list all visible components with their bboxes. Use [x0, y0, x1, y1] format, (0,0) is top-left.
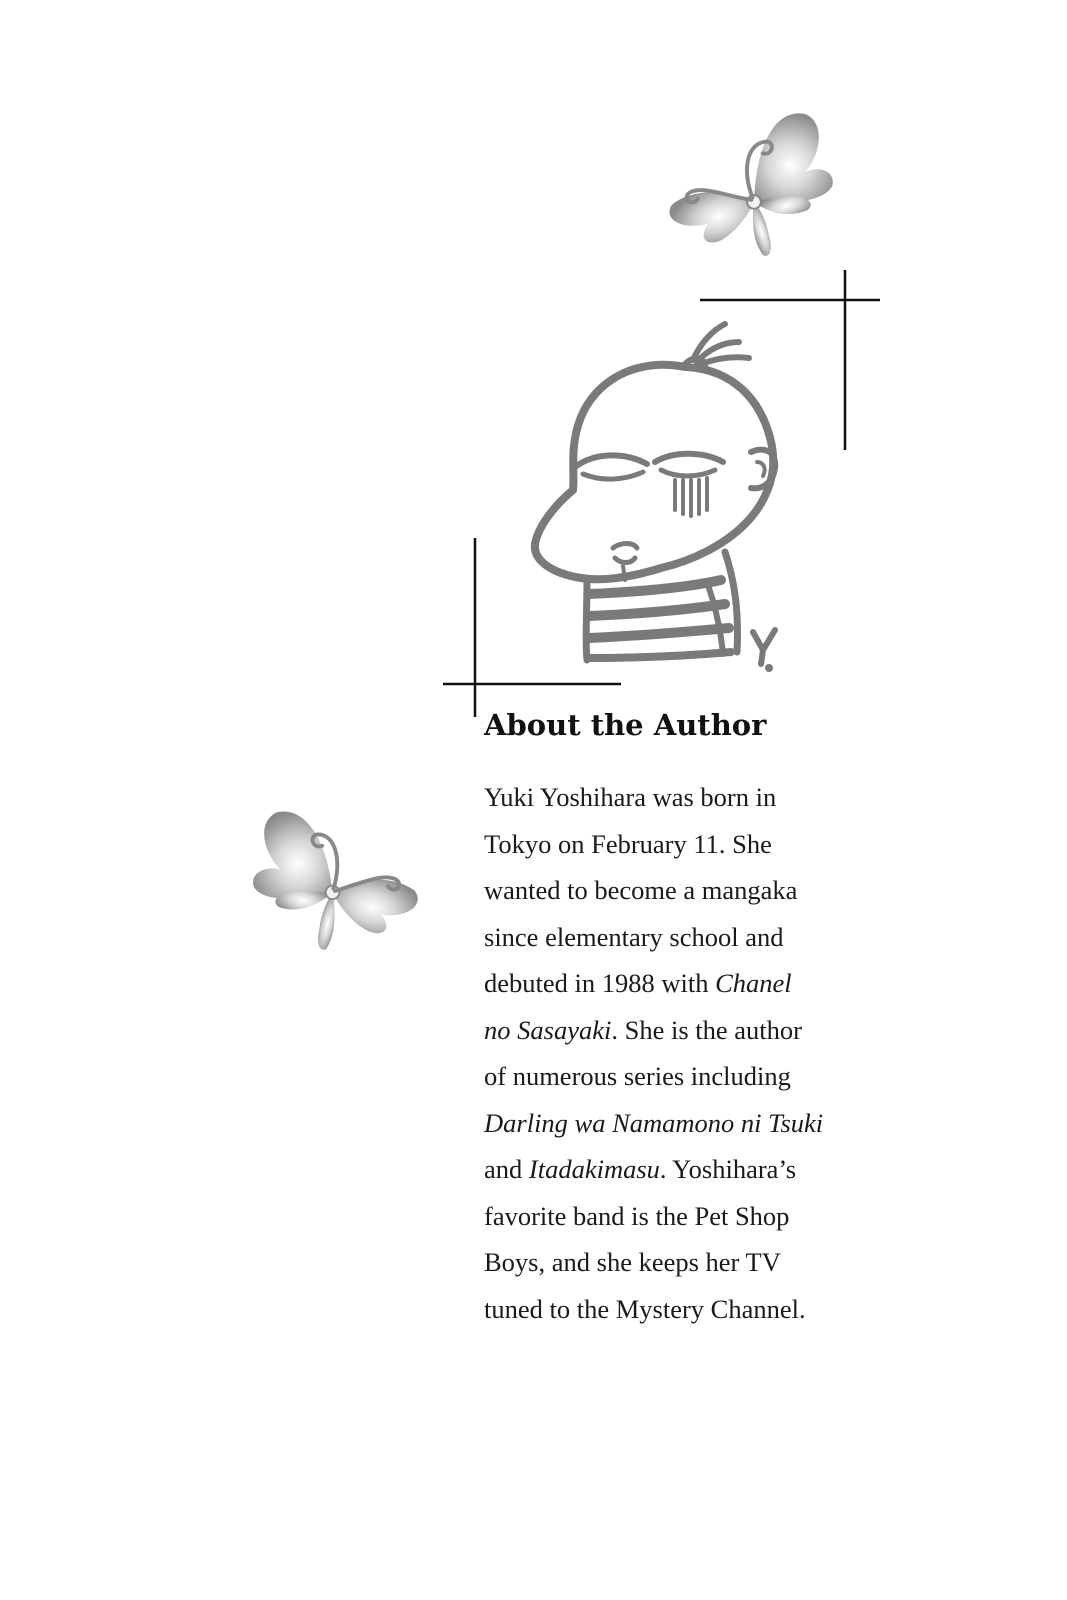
- butterfly-icon: [235, 805, 430, 970]
- bio-line: of numerous series including: [484, 1061, 791, 1091]
- bio-line: wanted to become a mangaka: [484, 875, 798, 905]
- bio-line: [484, 1100, 1044, 1147]
- bio-text: . She is the author: [611, 1014, 802, 1045]
- bio-line: since elementary school and: [484, 921, 784, 952]
- bio-line: Boys, and she keeps her TV: [484, 1247, 781, 1277]
- author-bio: [484, 774, 1044, 1332]
- signature-mark: [753, 630, 775, 673]
- bio-line: [484, 960, 1044, 1007]
- bio-line: favorite band is the Pet Shop: [484, 1200, 790, 1231]
- bio-line: Tokyo on February 11. She: [484, 828, 772, 859]
- bio-text: . Yoshihara’s: [659, 1154, 797, 1184]
- bio-line: [484, 1146, 1044, 1193]
- title-sasayaki: no Sasayaki: [484, 1014, 612, 1045]
- bio-line: tuned to the Mystery Channel.: [484, 1293, 806, 1324]
- title-itadakimasu: Itadakimasu: [528, 1154, 660, 1184]
- title-darling: Darling wa Namamono ni Tsuki: [484, 1107, 824, 1138]
- title-chanel: Chanel: [715, 968, 792, 998]
- page-title: About the Author: [484, 708, 767, 742]
- bio-line: [484, 1007, 1044, 1054]
- svg-text:Y.: Y.: [757, 672, 758, 673]
- bio-line: Yuki Yoshihara was born in: [484, 782, 777, 812]
- butterfly-icon: [655, 110, 850, 275]
- bio-text: and: [484, 1154, 529, 1184]
- author-portrait: [525, 312, 790, 677]
- bio-text: debuted in 1988 with: [484, 968, 716, 998]
